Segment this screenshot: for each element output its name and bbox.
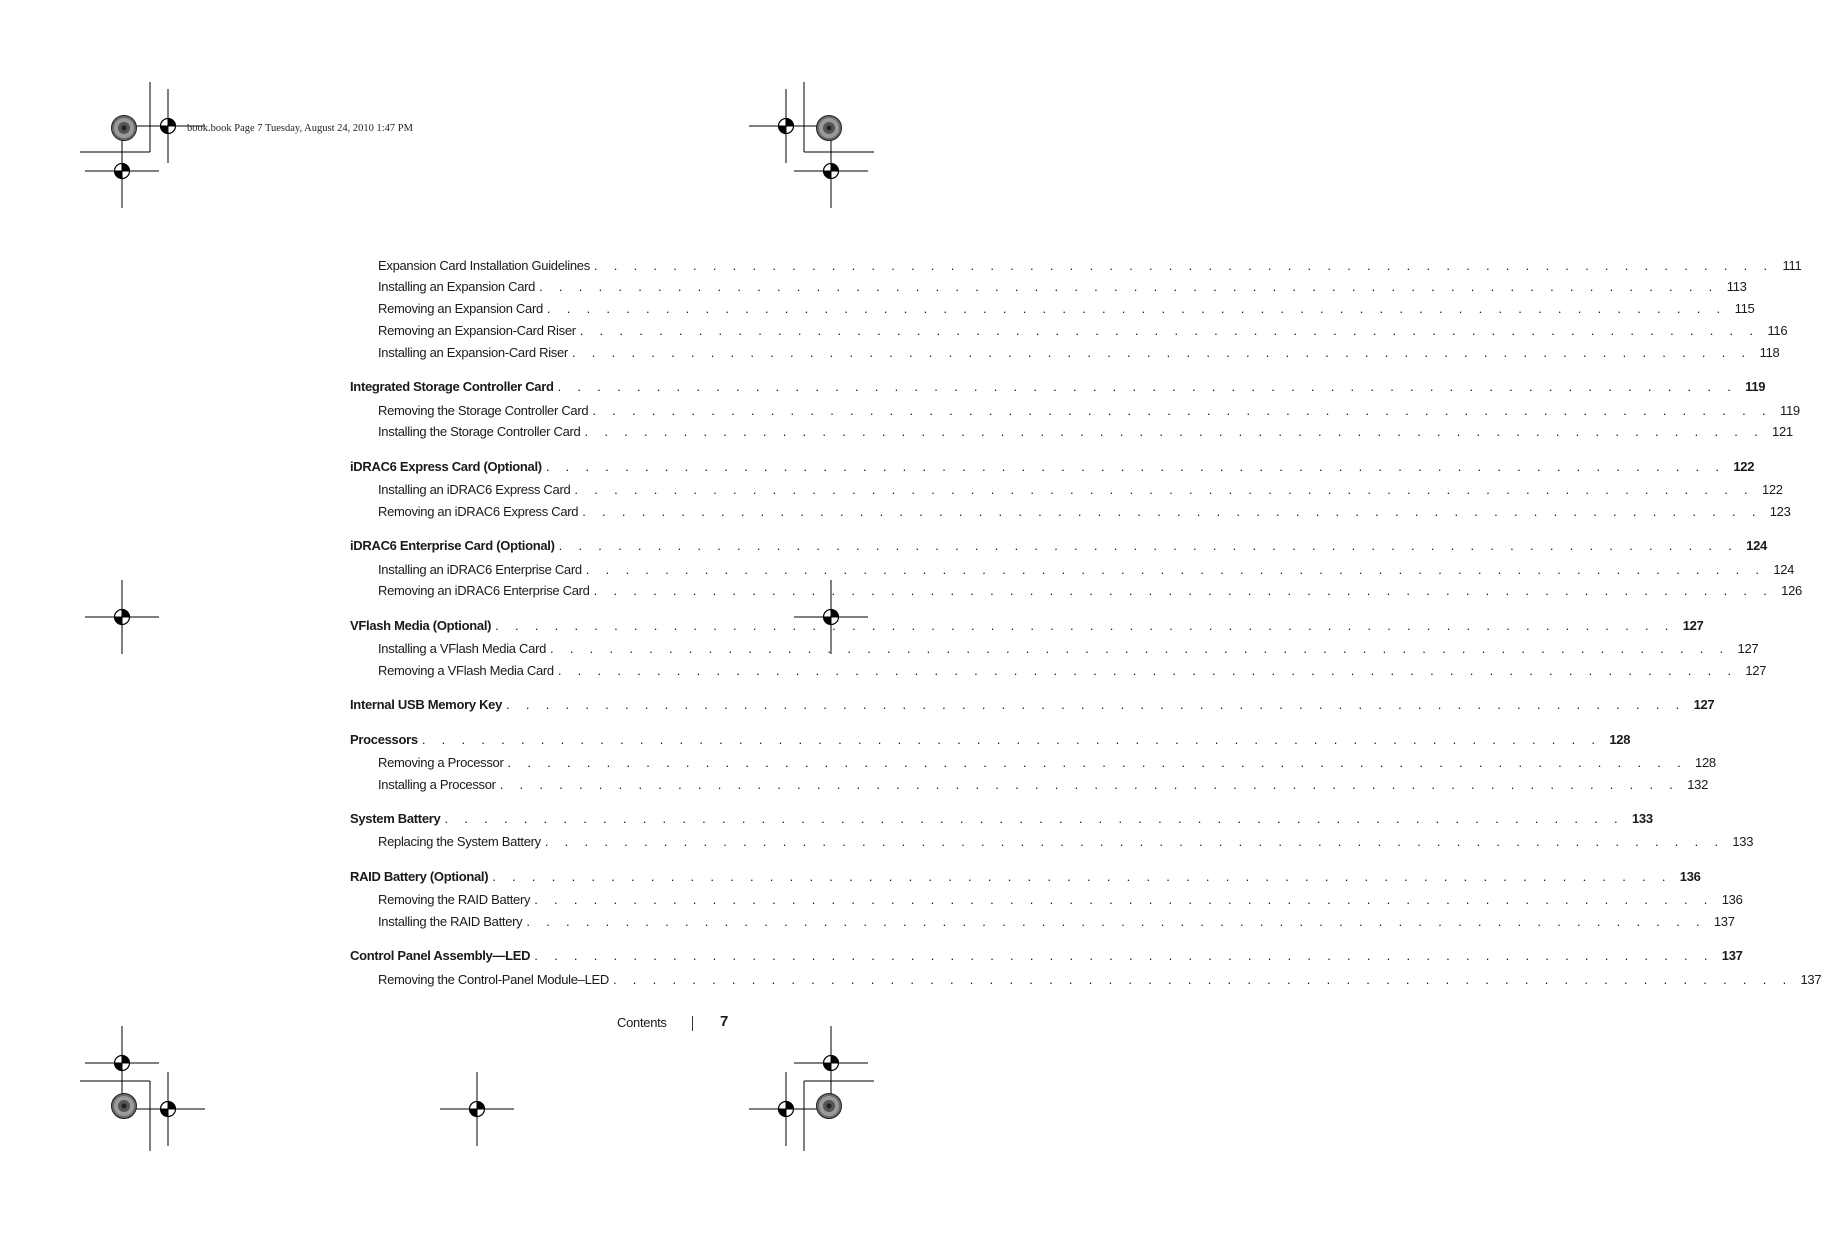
toc-entry-label: Installing an iDRAC6 Enterprise Card xyxy=(378,562,582,577)
toc-entry-label: Expansion Card Installation Guidelines xyxy=(378,258,590,273)
toc-dot-leader: . . . . . . . . . . . . . . . . . . . . . . . . . . . . . . . . . . . . . . . . . . . . . . . . . . . . . . . . . . . . xyxy=(584,424,1765,439)
toc-entry-page: 126 xyxy=(1781,583,1802,598)
toc-entry-label: Removing a VFlash Media Card xyxy=(378,663,554,678)
toc-entry-label: Removing an Expansion Card xyxy=(378,301,543,316)
toc-subsection-entry xyxy=(378,424,1793,444)
toc-entry-label: Removing the Control-Panel Module–LED xyxy=(378,972,609,987)
toc-subsection-entry xyxy=(378,641,1759,661)
toc-subsection-entry xyxy=(378,504,1791,524)
toc-entry-label: Removing the Storage Controller Card xyxy=(378,403,589,418)
toc-entry-page: 128 xyxy=(1695,755,1716,770)
toc-entry-page: 137 xyxy=(1721,948,1743,963)
toc-section-entry xyxy=(350,869,1701,889)
toc-entry-label: Installing an Expansion-Card Riser xyxy=(378,345,568,360)
toc-entry-label: Removing the RAID Battery xyxy=(378,892,531,907)
toc-entry-label: Installing the RAID Battery xyxy=(378,914,523,929)
toc-entry-label: iDRAC6 Express Card (Optional) xyxy=(350,459,542,474)
toc-entry-label: Installing a Processor xyxy=(378,777,496,792)
toc-entry-page: 116 xyxy=(1767,323,1788,338)
toc-subsection-entry xyxy=(378,279,1747,299)
toc-subsection-entry xyxy=(378,323,1788,343)
toc-section-entry xyxy=(350,948,1743,968)
toc-subsection-entry xyxy=(378,345,1780,365)
toc-subsection-entry xyxy=(378,777,1708,797)
toc-entry-label: Internal USB Memory Key xyxy=(350,697,503,712)
toc-subsection-entry xyxy=(378,972,1821,992)
toc-dot-leader: . . . . . . . . . . . . . . . . . . . . . . . . . . . . . . . . . . . . . . . . . . . . . . . . . . . . . . . . . . . . xyxy=(495,618,1675,633)
toc-entry-page: 123 xyxy=(1769,504,1791,519)
toc-subsection-entry xyxy=(378,834,1754,854)
toc-subsection-entry xyxy=(378,755,1716,775)
toc-entry-page: 137 xyxy=(1713,914,1735,929)
toc-dot-leader: . . . . . . . . . . . . . . . . . . . . . . . . . . . . . . . . . . . . . . . . . . . . . . . . . . . . . . . . . . . . xyxy=(612,972,1793,987)
toc-entry-page: 136 xyxy=(1679,869,1701,884)
toc-entry-page: 133 xyxy=(1732,834,1754,849)
toc-entry-label: Processors xyxy=(350,732,418,747)
toc-section-entry xyxy=(350,732,1631,752)
toc-dot-leader: . . . . . . . . . . . . . . . . . . . . . . . . . . . . . . . . . . . . . . . . . . . . . . . . . . . . . . . . . . . . xyxy=(506,697,1686,712)
toc-entry-label: Replacing the System Battery xyxy=(378,834,541,849)
toc-entry-page: 119 xyxy=(1745,379,1766,394)
toc-subsection-entry xyxy=(378,914,1735,934)
toc-dot-leader: . . . . . . . . . . . . . . . . . . . . . . . . . . . . . . . . . . . . . . . . . . . . . . . . . . . . . . . . . . . . xyxy=(557,379,1738,394)
toc-entry-page: 118 xyxy=(1759,345,1780,360)
toc-dot-leader: . . . . . . . . . . . . . . . . . . . . . . . . . . . . . . . . . . . . . . . . . . . . . . . . . . . . . . . . . . . . xyxy=(499,777,1680,792)
toc-entry-label: Installing a VFlash Media Card xyxy=(378,641,547,656)
toc-dot-leader: . . . . . . . . . . . . . . . . . . . . . . . . . . . . . . . . . . . . . . . . . . . . . . . . . . . . . . . . . . . . xyxy=(534,948,1714,963)
print-slug-line: book.book Page 7 Tuesday, August 24, 2010 1:47 PM xyxy=(187,123,413,134)
toc-subsection-entry xyxy=(378,562,1795,582)
toc-entry-page: 133 xyxy=(1631,811,1653,826)
toc-entry-page: 122 xyxy=(1733,459,1755,474)
toc-subsection-entry xyxy=(378,583,1802,603)
toc-dot-leader: . . . . . . . . . . . . . . . . . . . . . . . . . . . . . . . . . . . . . . . . . . . . . . . . . . . . . . . . . . . . xyxy=(574,482,1754,497)
toc-entry-page: 127 xyxy=(1737,641,1759,656)
toc-dot-leader: . . . . . . . . . . . . . . . . . . . . . . . . . . . . . . . . . . . . . . . . . . . . . . . . . . . . . . . . . . . . xyxy=(539,279,1719,294)
footer-divider xyxy=(692,1016,693,1031)
toc-section-entry xyxy=(350,697,1715,717)
toc-subsection-entry xyxy=(378,482,1783,502)
toc-entry-page: 121 xyxy=(1772,424,1793,439)
toc-dot-leader: . . . . . . . . . . . . . . . . . . . . . . . . . . . . . . . . . . . . . . . . . . . . . . . . . . . . . . . . . . . . xyxy=(545,459,1726,474)
toc-entry-label: Removing an Expansion-Card Riser xyxy=(378,323,576,338)
toc-dot-leader: . . . . . . . . . . . . . . . . . . . . . . . . . . . . . . . . . . . . . . . . . . . . . . . . . . . . . . . . . . . . xyxy=(571,345,1752,360)
footer-page-number: 7 xyxy=(720,1013,729,1030)
toc-entry-label: System Battery xyxy=(350,811,441,826)
toc-entry-page: 119 xyxy=(1780,403,1800,418)
toc-subsection-entry xyxy=(378,403,1800,423)
toc-section-entry xyxy=(350,459,1755,479)
toc-dot-leader: . . . . . . . . . . . . . . . . . . . . . . . . . . . . . . . . . . . . . . . . . . . . . . . . . . . . . . . . . . . . xyxy=(546,301,1727,316)
toc-dot-leader: . . . . . . . . . . . . . . . . . . . . . . . . . . . . . . . . . . . . . . . . . . . . . . . . . . . . . . . . . . . . xyxy=(582,504,1762,519)
toc-entry-page: 127 xyxy=(1682,618,1704,633)
toc-entry-label: Installing the Storage Controller Card xyxy=(378,424,581,439)
toc-dot-leader: . . . . . . . . . . . . . . . . . . . . . . . . . . . . . . . . . . . . . . . . . . . . . . . . . . . . . . . . . . . . xyxy=(526,914,1706,929)
toc-dot-leader: . . . . . . . . . . . . . . . . . . . . . . . . . . . . . . . . . . . . . . . . . . . . . . . . . . . . . . . . . . . . xyxy=(593,258,1774,273)
toc-entry-page: 124 xyxy=(1746,538,1767,553)
toc-entry-label: Installing an Expansion Card xyxy=(378,279,536,294)
toc-entry-page: 111 xyxy=(1782,258,1802,273)
toc-entry-page: 124 xyxy=(1773,562,1795,577)
toc-subsection-entry xyxy=(378,663,1767,683)
toc-entry-page: 137 xyxy=(1800,972,1821,987)
toc-subsection-entry xyxy=(378,892,1743,912)
footer-section-label: Contents xyxy=(617,1015,667,1030)
toc-entry-page: 115 xyxy=(1734,301,1755,316)
toc-dot-leader: . . . . . . . . . . . . . . . . . . . . . . . . . . . . . . . . . . . . . . . . . . . . . . . . . . . . . . . . . . . . xyxy=(579,323,1760,338)
toc-dot-leader: . . . . . . . . . . . . . . . . . . . . . . . . . . . . . . . . . . . . . . . . . . . . . . . . . . . . . . . . . . . . xyxy=(558,538,1739,553)
toc-entry-page: 127 xyxy=(1693,697,1715,712)
toc-dot-leader: . . . . . . . . . . . . . . . . . . . . . . . . . . . . . . . . . . . . . . . . . . . . . . . . . . . . . . . . . . . . xyxy=(444,811,1624,826)
toc-dot-leader: . . . . . . . . . . . . . . . . . . . . . . . . . . . . . . . . . . . . . . . . . . . . . . . . . . . . . . . . . . . . xyxy=(550,641,1730,656)
toc-entry-label: Removing an iDRAC6 Express Card xyxy=(378,504,579,519)
toc-entry-label: iDRAC6 Enterprise Card (Optional) xyxy=(350,538,555,553)
toc-entry-page: 136 xyxy=(1721,892,1743,907)
toc-dot-leader: . . . . . . . . . . . . . . . . . . . . . . . . . . . . . . . . . . . . . . . . . . . . . . . . . . . . . . . . . . . . xyxy=(507,755,1688,770)
toc-entry-page: 127 xyxy=(1745,663,1767,678)
toc-entry-label: Installing an iDRAC6 Express Card xyxy=(378,482,571,497)
toc-entry-page: 128 xyxy=(1609,732,1631,747)
toc-entry-label: Removing a Processor xyxy=(378,755,504,770)
toc-section-entry xyxy=(350,618,1704,638)
toc-section-entry xyxy=(350,538,1767,558)
toc-entry-label: Control Panel Assembly—LED xyxy=(350,948,531,963)
toc-entry-label: Integrated Storage Controller Card xyxy=(350,379,554,394)
toc-subsection-entry xyxy=(378,258,1802,278)
toc-dot-leader: . . . . . . . . . . . . . . . . . . . . . . . . . . . . . . . . . . . . . . . . . . . . . . . . . . . . . . . . . . . . xyxy=(593,583,1774,598)
toc-dot-leader: . . . . . . . . . . . . . . . . . . . . . . . . . . . . . . . . . . . . . . . . . . . . . . . . . . . . . . . . . . . . xyxy=(585,562,1766,577)
toc-subsection-entry xyxy=(378,301,1755,321)
toc-entry-page: 132 xyxy=(1687,777,1708,792)
toc-entry-page: 122 xyxy=(1761,482,1783,497)
toc-dot-leader: . . . . . . . . . . . . . . . . . . . . . . . . . . . . . . . . . . . . . . . . . . . . . . . . . . . . . . . . . . . . xyxy=(557,663,1738,678)
toc-entry-label: VFlash Media (Optional) xyxy=(350,618,492,633)
toc-entry-label: Removing an iDRAC6 Enterprise Card xyxy=(378,583,590,598)
toc-section-entry xyxy=(350,379,1766,399)
toc-dot-leader: . . . . . . . . . . . . . . . . . . . . . . . . . . . . . . . . . . . . . . . . . . . . . . . . . . . . . . . . . . . . xyxy=(492,869,1672,884)
toc-entry-label: RAID Battery (Optional) xyxy=(350,869,489,884)
toc-dot-leader: . . . . . . . . . . . . . . . . . . . . . . . . . . . . . . . . . . . . . . . . . . . . . . . . . . . . . . . . . . . . xyxy=(544,834,1725,849)
toc-entry-page: 113 xyxy=(1726,279,1747,294)
toc-dot-leader: . . . . . . . . . . . . . . . . . . . . . . . . . . . . . . . . . . . . . . . . . . . . . . . . . . . . . . . . . . . . xyxy=(421,732,1602,747)
toc-dot-leader: . . . . . . . . . . . . . . . . . . . . . . . . . . . . . . . . . . . . . . . . . . . . . . . . . . . . . . . . . . . . xyxy=(534,892,1714,907)
toc-section-entry xyxy=(350,811,1653,831)
toc-dot-leader: . . . . . . . . . . . . . . . . . . . . . . . . . . . . . . . . . . . . . . . . . . . . . . . . . . . . . . . . . . . . xyxy=(592,403,1772,418)
